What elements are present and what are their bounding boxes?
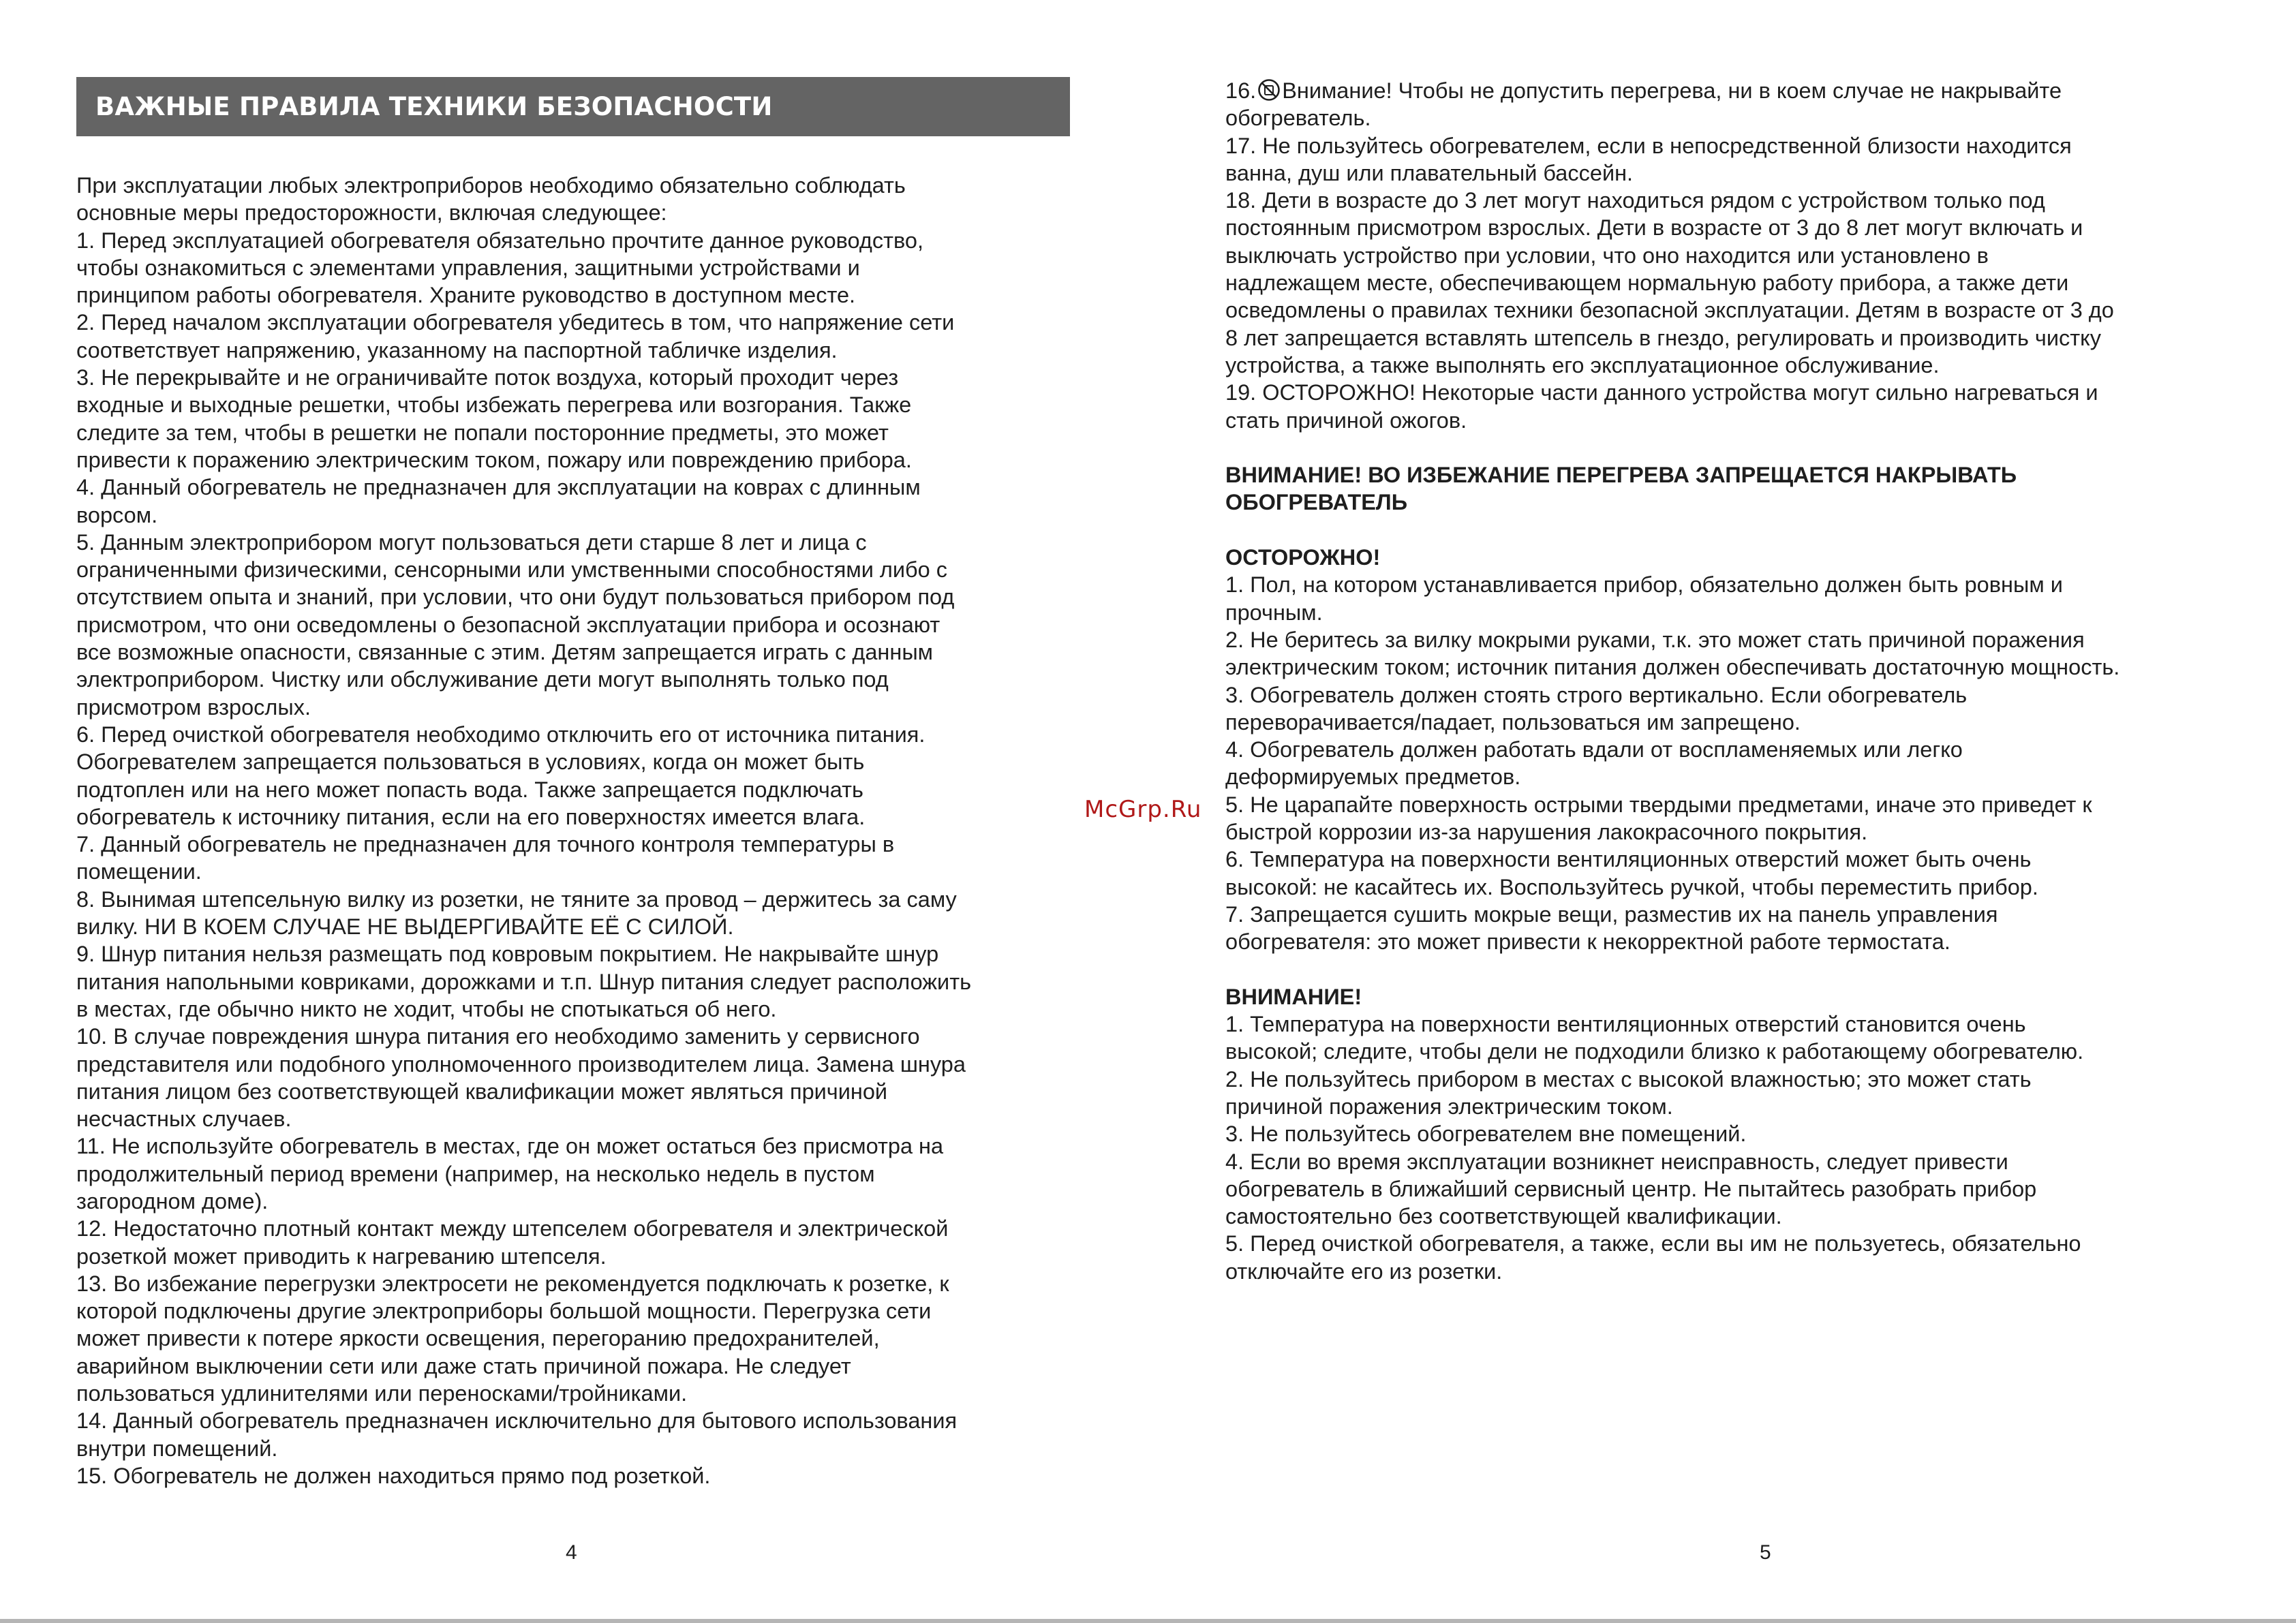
section-title: ВАЖНЫЕ ПРАВИЛА ТЕХНИКИ БЕЗОПАСНОСТИ — [95, 92, 773, 121]
text-line: электроприбором. Чистку или обслуживание дети могут выполнять только под — [76, 667, 889, 692]
text-line: присмотром взрослых. — [76, 694, 311, 720]
text-line: розеткой может приводить к нагреванию штепселя. — [76, 1243, 607, 1269]
attention-list — [1225, 1010, 2234, 1285]
text-line: При эксплуатации любых электроприборов необходимо обязательно соблюдать — [76, 173, 906, 198]
text-line: 15. Обогреватель не должен находиться прямо под розеткой. — [76, 1463, 711, 1488]
spacer — [1225, 434, 2234, 461]
text-line: 10. В случае повреждения шнура питания его необходимо заменить у сервисного — [76, 1024, 920, 1049]
text-line: 18. Дети в возрасте до 3 лет могут находиться рядом с устройством только под — [1225, 188, 2045, 213]
item-16-text: Внимание! Чтобы не допустить перегрева, ни в коем случае не накрывайте — [1282, 78, 2062, 103]
text-line: представителя или подобного уполномоченного производителем лица. Замена шнура — [76, 1051, 966, 1077]
text-line: прочным. — [1225, 600, 1323, 625]
text-line: 2. Не беритесь за вилку мокрыми руками, т.к. это может стать причиной поражения — [1225, 627, 2085, 652]
text-line: отсутствием опыта и знаний, при условии, что они будут пользоваться прибором под — [76, 585, 955, 610]
text-line: чтобы ознакомиться с элементами управления, защитными устройствами и — [76, 255, 860, 280]
text-line: Обогревателем запрещается пользоваться в условиях, когда он может быть — [76, 749, 865, 775]
text-line: 2. Не пользуйтесь прибором в местах с высокой влажностью; это может стать — [1225, 1066, 2032, 1092]
text-line: загородном доме). — [76, 1188, 269, 1214]
text-line: переворачивается/падает, пользоваться им запрещено. — [1225, 709, 1801, 735]
text-line: 1. Перед эксплуатацией обогревателя обязательно прочтите данное руководство, — [76, 228, 924, 253]
text-line: обогреватель в ближайший сервисный центр. Не пытайтесь разобрать прибор — [1225, 1176, 2037, 1201]
text-line: стать причиной ожогов. — [1225, 407, 1467, 433]
spacer — [1225, 516, 2234, 544]
text-line: 3. Не перекрывайте и не ограничивайте поток воздуха, который проходит через — [76, 365, 899, 390]
text-line: надлежащем месте, обеспечивающем нормальную работу прибора, а также дети — [1225, 270, 2069, 296]
text-line: 19. ОСТОРОЖНО! Некоторые части данного устройства могут сильно нагреваться и — [1225, 380, 2098, 405]
bottom-divider — [0, 1619, 2296, 1623]
text-line: 2. Перед началом эксплуатации обогревателя убедитесь в том, что напряжение сети — [76, 310, 955, 335]
text-line: привести к поражению электрическим током, пожару или повреждению прибора. — [76, 447, 912, 472]
text-line: деформируемых предметов. — [1225, 764, 1521, 790]
text-line: 3. Не пользуйтесь обогревателем вне помещений. — [1225, 1122, 1747, 1147]
text-line: 1. Температура на поверхности вентиляционных отверстий становится очень — [1225, 1012, 2026, 1037]
text-line: 11. Не используйте обогреватель в местах, где он может остаться без присмотра на — [76, 1134, 944, 1159]
text-line: 4. Если во время эксплуатации возникнет неисправность, следует привести — [1225, 1149, 2008, 1174]
text-line: соответствует напряжению, указанному на паспортной табличке изделия. — [76, 337, 838, 362]
right-page-body — [1225, 77, 2234, 1285]
text-line: 5. Не царапайте поверхность острыми твердыми предметами, иначе это приведет к — [1225, 792, 2092, 817]
warning-line: ОБОГРЕВАТЕЛЬ — [1225, 490, 1408, 515]
text-line: 17. Не пользуйтесь обогревателем, если в непосредственной близости находится — [1225, 133, 2072, 158]
text-line: пользоваться удлинителями или переносками/тройниками. — [76, 1381, 688, 1406]
text-line: принципом работы обогревателя. Храните руководство в доступном месте. — [76, 283, 856, 308]
text-line: быстрой коррозии из-за нарушения лакокрасочного покрытия. — [1225, 820, 1868, 845]
no-cover-icon — [1257, 78, 1281, 102]
text-line: входные и выходные решетки, чтобы избежать перегрева или возгорания. Также — [76, 392, 912, 418]
text-line: 3. Обогреватель должен стоять строго вертикально. Если обогреватель — [1225, 682, 1968, 707]
text-line: 4. Данный обогреватель не предназначен для эксплуатации на коврах с длинным — [76, 475, 921, 500]
text-line: присмотром, что они осведомлены о безопасной эксплуатации прибора и осознают — [76, 612, 940, 637]
text-line: 13. Во избежание перегрузки электросети не рекомендуется подключать к розетке, к — [76, 1271, 949, 1296]
text-line: 7. Данный обогреватель не предназначен для точного контроля температуры в — [76, 832, 895, 857]
text-line: осведомлены о правилах техники безопасной эксплуатации. Детям в возрасте от 3 до — [1225, 298, 2114, 323]
text-line: самостоятельно без соответствующей квалификации. — [1225, 1204, 1782, 1229]
text-line: высокой: не касайтесь их. Воспользуйтесь ручкой, чтобы переместить прибор. — [1225, 874, 2038, 899]
text-line: аварийном выключении сети или даже стать причиной пожара. Не следует — [76, 1353, 851, 1378]
overheat-warning — [1225, 461, 2234, 516]
text-line: питания напольными ковриками, дорожками и т.п. Шнур питания следует расположить — [76, 969, 972, 994]
text-line: 5. Данным электроприбором могут пользоваться дети старше 8 лет и лица с — [76, 529, 867, 555]
text-line: отключайте его из розетки. — [1225, 1258, 1503, 1284]
attention-heading: ВНИМАНИЕ! — [1225, 984, 1362, 1009]
text-line: высокой; следите, чтобы дели не подходили близко к работающему обогревателю. — [1225, 1039, 2084, 1064]
item-16-line — [1225, 77, 2234, 104]
caution-heading: ОСТОРОЖНО! — [1225, 545, 1381, 570]
text-line: может привести к потере яркости освещения, перегоранию предохранителей, — [76, 1326, 880, 1351]
text-line: обогревателя: это может привести к некорректной работе термостата. — [1225, 929, 1950, 955]
text-line: подтоплен или на него может попасть вода. Также запрещается подключать — [76, 777, 863, 802]
watermark: McGrp.Ru — [1084, 796, 1202, 823]
item-16-number: 16. — [1225, 78, 1257, 103]
text-line: 12. Недостаточно плотный контакт между штепселем обогревателя и электрической — [76, 1216, 949, 1241]
text-line: которой подключены другие электроприборы большой мощности. Перегрузка сети — [76, 1299, 932, 1324]
text-line: все возможные опасности, связанные с этим. Детям запрещается играть с данным — [76, 640, 934, 665]
warning-line: ВНИМАНИЕ! ВО ИЗБЕЖАНИЕ ПЕРЕГРЕВА ЗАПРЕЩАЕТСЯ НАКРЫВАТЬ — [1225, 463, 2017, 488]
text-line: выключать устройство при условии, что оно находится или установлено в — [1225, 243, 1989, 268]
text-line: 7. Запрещается сушить мокрые вещи, разместив их на панель управления — [1225, 901, 1998, 927]
right-items-list — [1225, 104, 2234, 434]
text-line: 6. Перед очисткой обогревателя необходимо отключить его от источника питания. — [76, 722, 925, 747]
text-line: причиной поражения электрическим током. — [1225, 1094, 1673, 1119]
text-line: несчастных случаев. — [76, 1107, 292, 1132]
spacer — [1225, 956, 2234, 983]
text-line: ванна, душ или плавательный бассейн. — [1225, 160, 1634, 185]
page-number-right: 5 — [1760, 1541, 1771, 1564]
text-line: 8. Вынимая штепсельную вилку из розетки, не тяните за провод – держитесь за саму — [76, 886, 957, 912]
text-line: обогреватель. — [1225, 106, 1371, 131]
text-line: 8 лет запрещается вставлять штепсель в гнездо, регулировать и производить чистку — [1225, 325, 2101, 350]
text-line: 5. Перед очисткой обогревателя, а также, если вы им не пользуетесь, обязательно — [1225, 1231, 2081, 1256]
text-line: обогреватель к источнику питания, если на его поверхностях имеется влага. — [76, 804, 866, 829]
text-line: устройства, а также выполнять его эксплуатационное обслуживание. — [1225, 352, 1940, 377]
text-line: 4. Обогреватель должен работать вдали от воспламеняемых или легко — [1225, 737, 1963, 762]
caution-list — [1225, 571, 2234, 955]
text-line: внутри помещений. — [76, 1436, 278, 1461]
text-line: 9. Шнур питания нельзя размещать под ковровым покрытием. Не накрывайте шнур — [76, 942, 939, 967]
page-number-left: 4 — [566, 1541, 577, 1564]
text-line: 6. Температура на поверхности вентиляционных отверстий может быть очень — [1225, 847, 2032, 872]
text-line: питания лицом без соответствующей квалификации может являться причиной — [76, 1079, 888, 1104]
text-line: электрическим током; источник питания должен обеспечивать достаточную мощность. — [1225, 655, 2120, 680]
section-title-bar — [76, 77, 1070, 136]
text-line: 1. Пол, на котором устанавливается прибор, обязательно должен быть ровным и — [1225, 572, 2063, 598]
text-line: 14. Данный обогреватель предназначен исключительно для бытового использования — [76, 1408, 958, 1434]
left-page-body — [76, 172, 1071, 1489]
text-line: в местах, где обычно никто не ходит, чтобы не спотыкаться об него. — [76, 996, 777, 1021]
text-line: помещении. — [76, 859, 202, 884]
text-line: основные меры предосторожности, включая следующее: — [76, 200, 667, 226]
text-line: продолжительный период времени (например, на несколько недель в пустом — [76, 1161, 875, 1186]
text-line: ограниченными физическими, сенсорными или умственными способностями либо с — [76, 557, 948, 583]
text-line: ворсом. — [76, 502, 158, 527]
text-line: следите за тем, чтобы в решетки не попали посторонние предметы, это может — [76, 420, 889, 445]
text-line: вилку. НИ В КОЕМ СЛУЧАЕ НЕ ВЫДЕРГИВАЙТЕ ЕЁ С СИЛОЙ. — [76, 914, 734, 940]
text-line: постоянным присмотром взрослых. Дети в возрасте от 3 до 8 лет могут включать и — [1225, 215, 2083, 241]
